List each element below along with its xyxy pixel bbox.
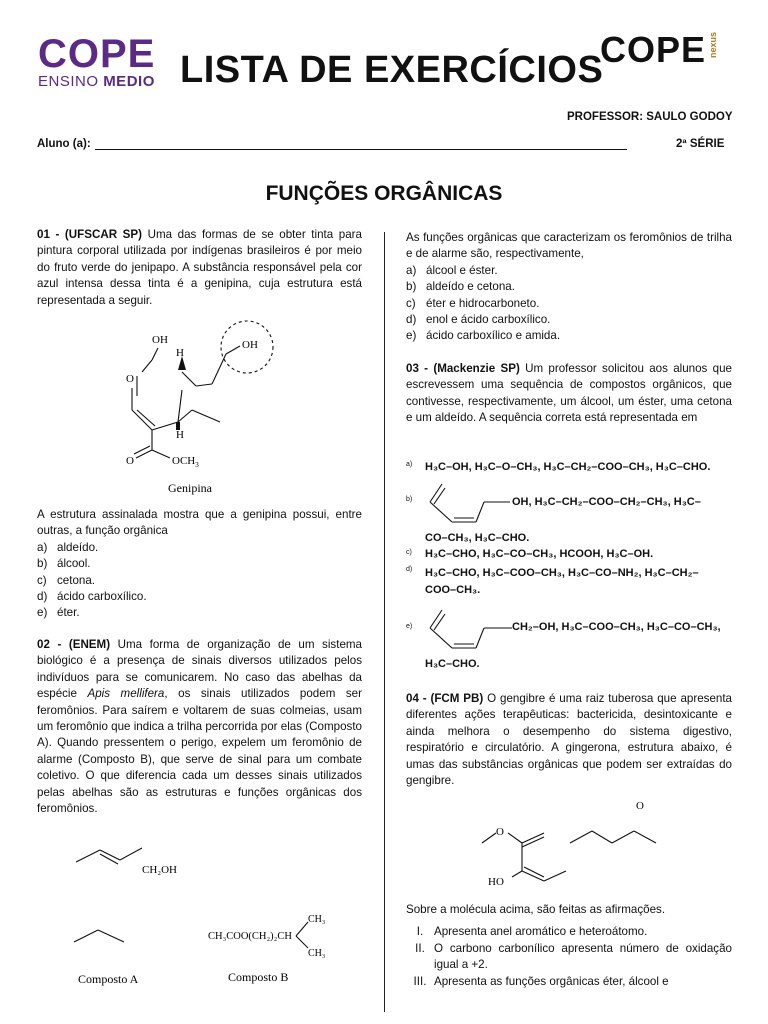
aluno-label: Aluno (a): — [37, 138, 91, 150]
q03-option-d-letter[interactable]: d) — [406, 566, 413, 573]
q04-item-2: II. O carbono carbonílico apresenta número de oxidação igual a +2. — [415, 941, 732, 972]
q01-block — [37, 227, 362, 309]
logo-left-main: COPE — [38, 32, 156, 76]
q01-option-a[interactable]: a) aldeído. — [37, 540, 99, 554]
q01-question — [37, 507, 362, 622]
q02-option-b[interactable]: b) aldeído e cetona. — [406, 280, 515, 294]
q04-stem: Sobre a molécula acima, são feitas as afirmações. — [406, 903, 666, 916]
composto-a-caption: Composto A — [78, 972, 139, 986]
subject-title: FUNÇÕES ORGÂNICAS — [265, 182, 503, 205]
genipina-o-ring: O — [126, 373, 134, 385]
q03-text: 03 - (Mackenzie SP) Um professor solicitou aos alunos que escrevessem uma sequência de compostos orgânicos, que contivesse, respectivamente, um álcool, um éster, uma cetona e um aldeído. A sequência correta está representada em — [406, 362, 732, 425]
logo-right-main: COPE — [600, 29, 707, 70]
q04-text: 04 - (FCM PB) O gengibre é uma raiz tuberosa que apresenta diferentes ações terapêuticas: bactericida, desintoxicante e ainda melhora o desempenho do sistema digestivo, respiratório e circulatório. A gingerona, estrutura abaixo, é umas das substâncias orgânicas que podem ser extraídas do gengibre. — [406, 692, 733, 788]
q04-item-3: III. Apresenta as funções orgânicas éter, álcool e — [413, 974, 669, 988]
q02-option-a[interactable]: a) álcool e éster. — [406, 263, 498, 277]
q03-option-a-letter[interactable]: a) — [406, 461, 413, 468]
logo-right-tag: nexus — [708, 32, 719, 59]
q03-option-d-text2: COO–CH₃. — [425, 584, 481, 596]
q04-block — [406, 691, 732, 789]
q03-option-a-text: H₃C–OH, H₃C–O–CH₃, H₃C–CH₂–COO–CH₃, H₃C–CHO. — [425, 461, 711, 473]
q04-statements — [406, 902, 732, 990]
compound-b-ch3-top: CH₃ — [308, 914, 326, 925]
q03-option-e-letter[interactable]: e) — [406, 623, 413, 630]
gingerona-o-ether: O — [496, 826, 504, 838]
q02-text: 02 - (ENEM) Uma forma de organização de um sistema biológico é a presença de sinais diversos utilizados pelos indivíduos para se comunicarem. No caso das abelhas da espécie Apis mellifera, os sinais utilizados podem ser feromônios. Para saírem e voltarem de suas colmeias, usam um feromônio que indica a trilha percorrida por elas (Composto A). Quando pressentem o perigo, expelem um feromônio de alarme (Composto B), que serve de sinal para um combate coletivo. O que diferencia cada um desses sinais utilizados pelas abelhas são as estruturas e funções orgânicas dos feromônios. — [37, 638, 362, 816]
q03-option-e-text1: CH₂–OH, H₃C–COO–CH₃, H₃C–CO–CH₃, — [512, 621, 721, 633]
genipina-oh1: OH — [152, 334, 168, 346]
genipina-o-carbonyl: O — [126, 455, 134, 467]
q02-option-d[interactable]: d) enol e ácido carboxílico. — [406, 313, 551, 327]
q02-option-e[interactable]: e) ácido carboxílico e amida. — [406, 329, 561, 343]
q01-option-b[interactable]: b) álcool. — [37, 557, 91, 571]
q01-option-d[interactable]: d) ácido carboxílico. — [37, 590, 147, 604]
q03-option-c-text: H₃C–CHO, H₃C–CO–CH₃, HCOOH, H₃C–OH. — [425, 548, 654, 560]
compound-a-ch2oh: CH₂OH — [142, 864, 178, 876]
cope-ensino-medio-logo — [38, 34, 155, 89]
q03-option-b-text2: CO–CH₃, H₃C–CHO. — [425, 532, 530, 544]
genipina-structure — [120, 318, 280, 498]
q02-option-c[interactable]: c) éter e hidrocarboneto. — [406, 296, 540, 310]
cope-nexus-logo — [600, 29, 719, 70]
compounds-a-b — [70, 840, 360, 990]
page-title: LISTA DE EXERCÍCIOS — [180, 49, 604, 91]
q02-continued — [406, 230, 732, 345]
q03-block — [406, 361, 732, 427]
compound-b-ch3-bottom: CH₃ — [308, 948, 326, 959]
genipina-h1: H — [176, 347, 184, 359]
gingerona-ho: HO — [488, 876, 504, 888]
composto-b-caption: Composto B — [228, 970, 289, 984]
q01-stem: A estrutura assinalada mostra que a genipina possui, entre outras, a função orgânica — [37, 508, 362, 538]
genipina-och3: $OCH_3$ — [172, 455, 199, 469]
aluno-name-line[interactable] — [95, 149, 627, 150]
genipina-oh2: OH — [242, 339, 258, 351]
q03-option-e-structure — [424, 604, 516, 654]
logo-left-sub: ENSINO MEDIO — [38, 73, 155, 90]
professor-label: PROFESSOR: SAULO GODOY — [567, 111, 733, 123]
q03-option-e-text2: H₃C–CHO. — [425, 658, 480, 670]
genipina-h2: H — [176, 429, 184, 441]
q01-option-e[interactable]: e) éter. — [37, 606, 80, 620]
gingerona-structure — [476, 795, 676, 895]
q02-block — [37, 637, 362, 817]
q03-option-b-text1: OH, H₃C–CH₂–COO–CH₂–CH₃, H₃C– — [512, 496, 701, 508]
q03-option-b-letter[interactable]: b) — [406, 496, 413, 503]
column-divider — [384, 232, 385, 1012]
q03-option-c-letter[interactable]: c) — [406, 549, 412, 556]
q01-option-c[interactable]: c) cetona. — [37, 573, 96, 587]
gingerona-o-top: O — [636, 800, 644, 812]
q01-text: 01 - (UFSCAR SP) Uma das formas de se obter tinta para pintura corporal utilizada por indígenas brasileiros é por meio do fruto verde do jenipapo. A substância responsável pela cor azul intensa dessa tinta é a genipina, cuja estrutura está representada a seguir. — [37, 228, 362, 307]
q04-item-1: I. Apresenta anel aromático e heteroátomo. — [416, 925, 648, 939]
genipina-caption: Genipina — [168, 481, 212, 495]
q02-stem: As funções orgânicas que caracterizam os feromônios de trilha e de alarme são, respectivamente, — [406, 231, 732, 261]
q03-option-d-text1: H₃C–CHO, H₃C–COO–CH₃, H₃C–CO–NH₂, H₃C–CH₂– — [425, 567, 699, 579]
serie-label: 2ª SÉRIE — [676, 138, 725, 150]
q03-option-b-structure — [424, 478, 516, 528]
compound-b-formula: CH₃COO(CH₂)₂CH — [208, 931, 292, 942]
